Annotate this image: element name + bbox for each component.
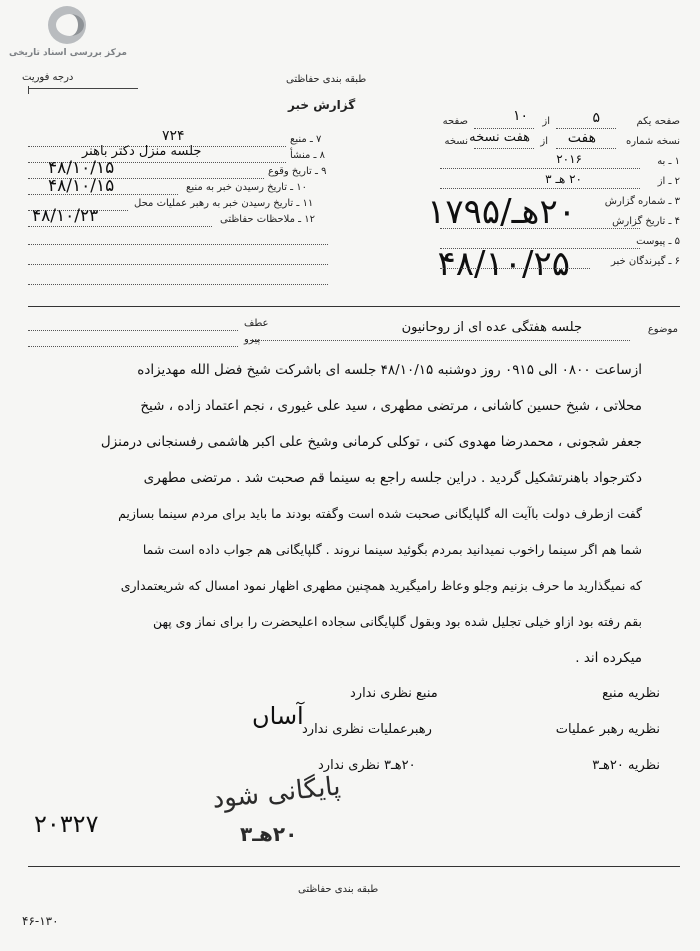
origin-value: جلسه منزل دکتر باهنر — [82, 144, 202, 159]
body-line-4: دکترجواد باهنرتشکیل گردید . دراین جلسه راجع به سینما قم صحبت شد . مرتضی مطهری — [143, 470, 642, 486]
body-line-7: که نمیگذارید ما حرف بزنیم وجلو وعاظ رامیگیرید همچنین مطهری اظهار نمود امسال که شریعتمداری — [120, 578, 642, 593]
from-label: ۲ ـ از — [657, 176, 680, 187]
source-label: ۷ ـ منبع — [290, 134, 322, 145]
ops-leader-signature: آساں — [252, 702, 304, 730]
source-opinion-value: منبع نظری ندارد — [350, 686, 438, 701]
page-of-label: از — [542, 116, 550, 127]
form-title: گزارش خبر — [288, 98, 356, 112]
report-date-label: ۴ ـ تاریخ گزارش — [612, 216, 680, 227]
classification-bottom: طبقه بندی حفاظتی — [298, 884, 379, 895]
body-line-6: شما هم اگر سینما راخوب نمیدانید بمردم بگوئید سینما نروند . گلپایگانی هم جواب داده است شما — [142, 542, 642, 557]
handwritten-archive-note: پایگانی شود — [210, 771, 342, 815]
peyro-label: پیرو — [244, 334, 261, 345]
page-of-value: ۱۰ — [512, 108, 528, 124]
archive-logo — [8, 6, 128, 66]
header-separator — [28, 306, 680, 307]
received-source-label: ۱۰ ـ تاریخ رسیدن خبر به منبع — [186, 182, 308, 193]
footer-separator — [28, 866, 680, 867]
report-no-value: ۲۰هـ/۱۷۹۵ — [427, 192, 576, 232]
body-line-8: بقم رفته بود ازاو خیلی تجلیل شده بود وبقول گلپایگانی سجاده اعلیحضرت را برای نماز وی پهن — [152, 614, 642, 629]
body-line-2: محلاتی ، شیخ حسین کاشانی ، مرتضی مطهری ، سید علی غیوری ، نجم اعتماد زاده ، شیخ — [140, 398, 642, 414]
report-date-value: ۴۸/۱۰/۲۵ — [437, 244, 570, 284]
watermark-text: مرکز بررسی اسناد تاریخی — [8, 48, 128, 58]
classification-top: طبقه بندی حفاظتی — [286, 74, 367, 85]
archive-number: ۲۰۳۲۷ — [34, 810, 99, 838]
received-ops-label: ۱۱ ـ تاریخ رسیدن خبر به رهبر عملیات محل — [134, 198, 314, 209]
atf-label: عطف — [244, 318, 269, 329]
page-label: صفحه یکم — [636, 116, 680, 127]
recipients-label: ۶ ـ گیرندگان خبر — [610, 256, 680, 267]
source-value: ۷۲۴ — [162, 128, 185, 144]
to-value: ۲۰۱۶ — [556, 152, 582, 166]
priority-label: درجه فوریت — [22, 72, 74, 83]
copy-value: هفت — [567, 130, 596, 146]
priority-underline — [28, 88, 138, 89]
subject-value: جلسه هفتگی عده ای از روحانیون — [401, 320, 582, 335]
body-line-9: میکرده اند . — [575, 650, 642, 666]
source-opinion-label: نظریه منبع — [602, 686, 660, 701]
ops-leader-value: رهبرعملیات نظری ندارد — [302, 722, 432, 737]
copy-label: نسخه شماره — [626, 136, 680, 147]
origin-label: ۸ ـ منشأ — [290, 150, 326, 161]
event-date-value: ۴۸/۱۰/۱۵ — [48, 158, 115, 178]
body-line-5: گفت ازطرف دولت باآیت اله گلپایگانی صحبت شده است وگفته بودند ما باید برای مردم سینما بسازیم — [118, 506, 642, 521]
event-date-label: ۹ ـ تاریخ وقوع — [268, 166, 327, 177]
page-word: صفحه — [442, 116, 468, 127]
security-notes-label: ۱۲ ـ ملاحظات حفاظتی — [220, 214, 315, 225]
to-label: ۱ ـ به — [657, 156, 680, 167]
copy-word: نسخه — [444, 136, 468, 147]
body-line-1: ازساعت ۰۸۰۰ الی ۰۹۱۵ روز دوشنبه ۴۸/۱۰/۱۵ جلسه ای باشرکت شیخ فضل الله مهدیزاده — [137, 362, 642, 378]
priority-tick — [28, 86, 29, 94]
copy-of-label: از — [540, 136, 548, 147]
report-no-label: ۳ ـ شماره گزارش — [604, 196, 680, 207]
body-line-3: جعفر شجونی ، محمدرضا مهدوی کنی ، توکلی کرمانی وشیخ علی اکبر هاشمی رفسنجانی درمنزل — [100, 434, 642, 450]
security-notes-value: ۴۸/۱۰/۲۳ — [32, 206, 99, 226]
subject-label: موضوع — [647, 324, 678, 335]
from-value: ۲۰ هـ ۳ — [545, 172, 582, 186]
received-source-value: ۴۸/۱۰/۱۵ — [48, 176, 115, 196]
attachment-label: ۵ ـ پیوست — [636, 236, 680, 247]
handwritten-office-code: ۲۰هـ۳ — [240, 822, 298, 846]
copy-of-value: هفت نسخه — [469, 130, 530, 145]
office-opinion-value: ۲۰هـ۳ نظری ندارد — [318, 758, 416, 773]
page-value: ۵ — [592, 110, 600, 126]
archive-logo-icon — [48, 6, 86, 44]
document-code: ۴۶-۱۳۰ — [22, 914, 59, 928]
office-opinion-label: نظریه ۲۰هـ۳ — [592, 758, 660, 773]
ops-leader-label: نظریه رهبر عملیات — [555, 722, 660, 737]
